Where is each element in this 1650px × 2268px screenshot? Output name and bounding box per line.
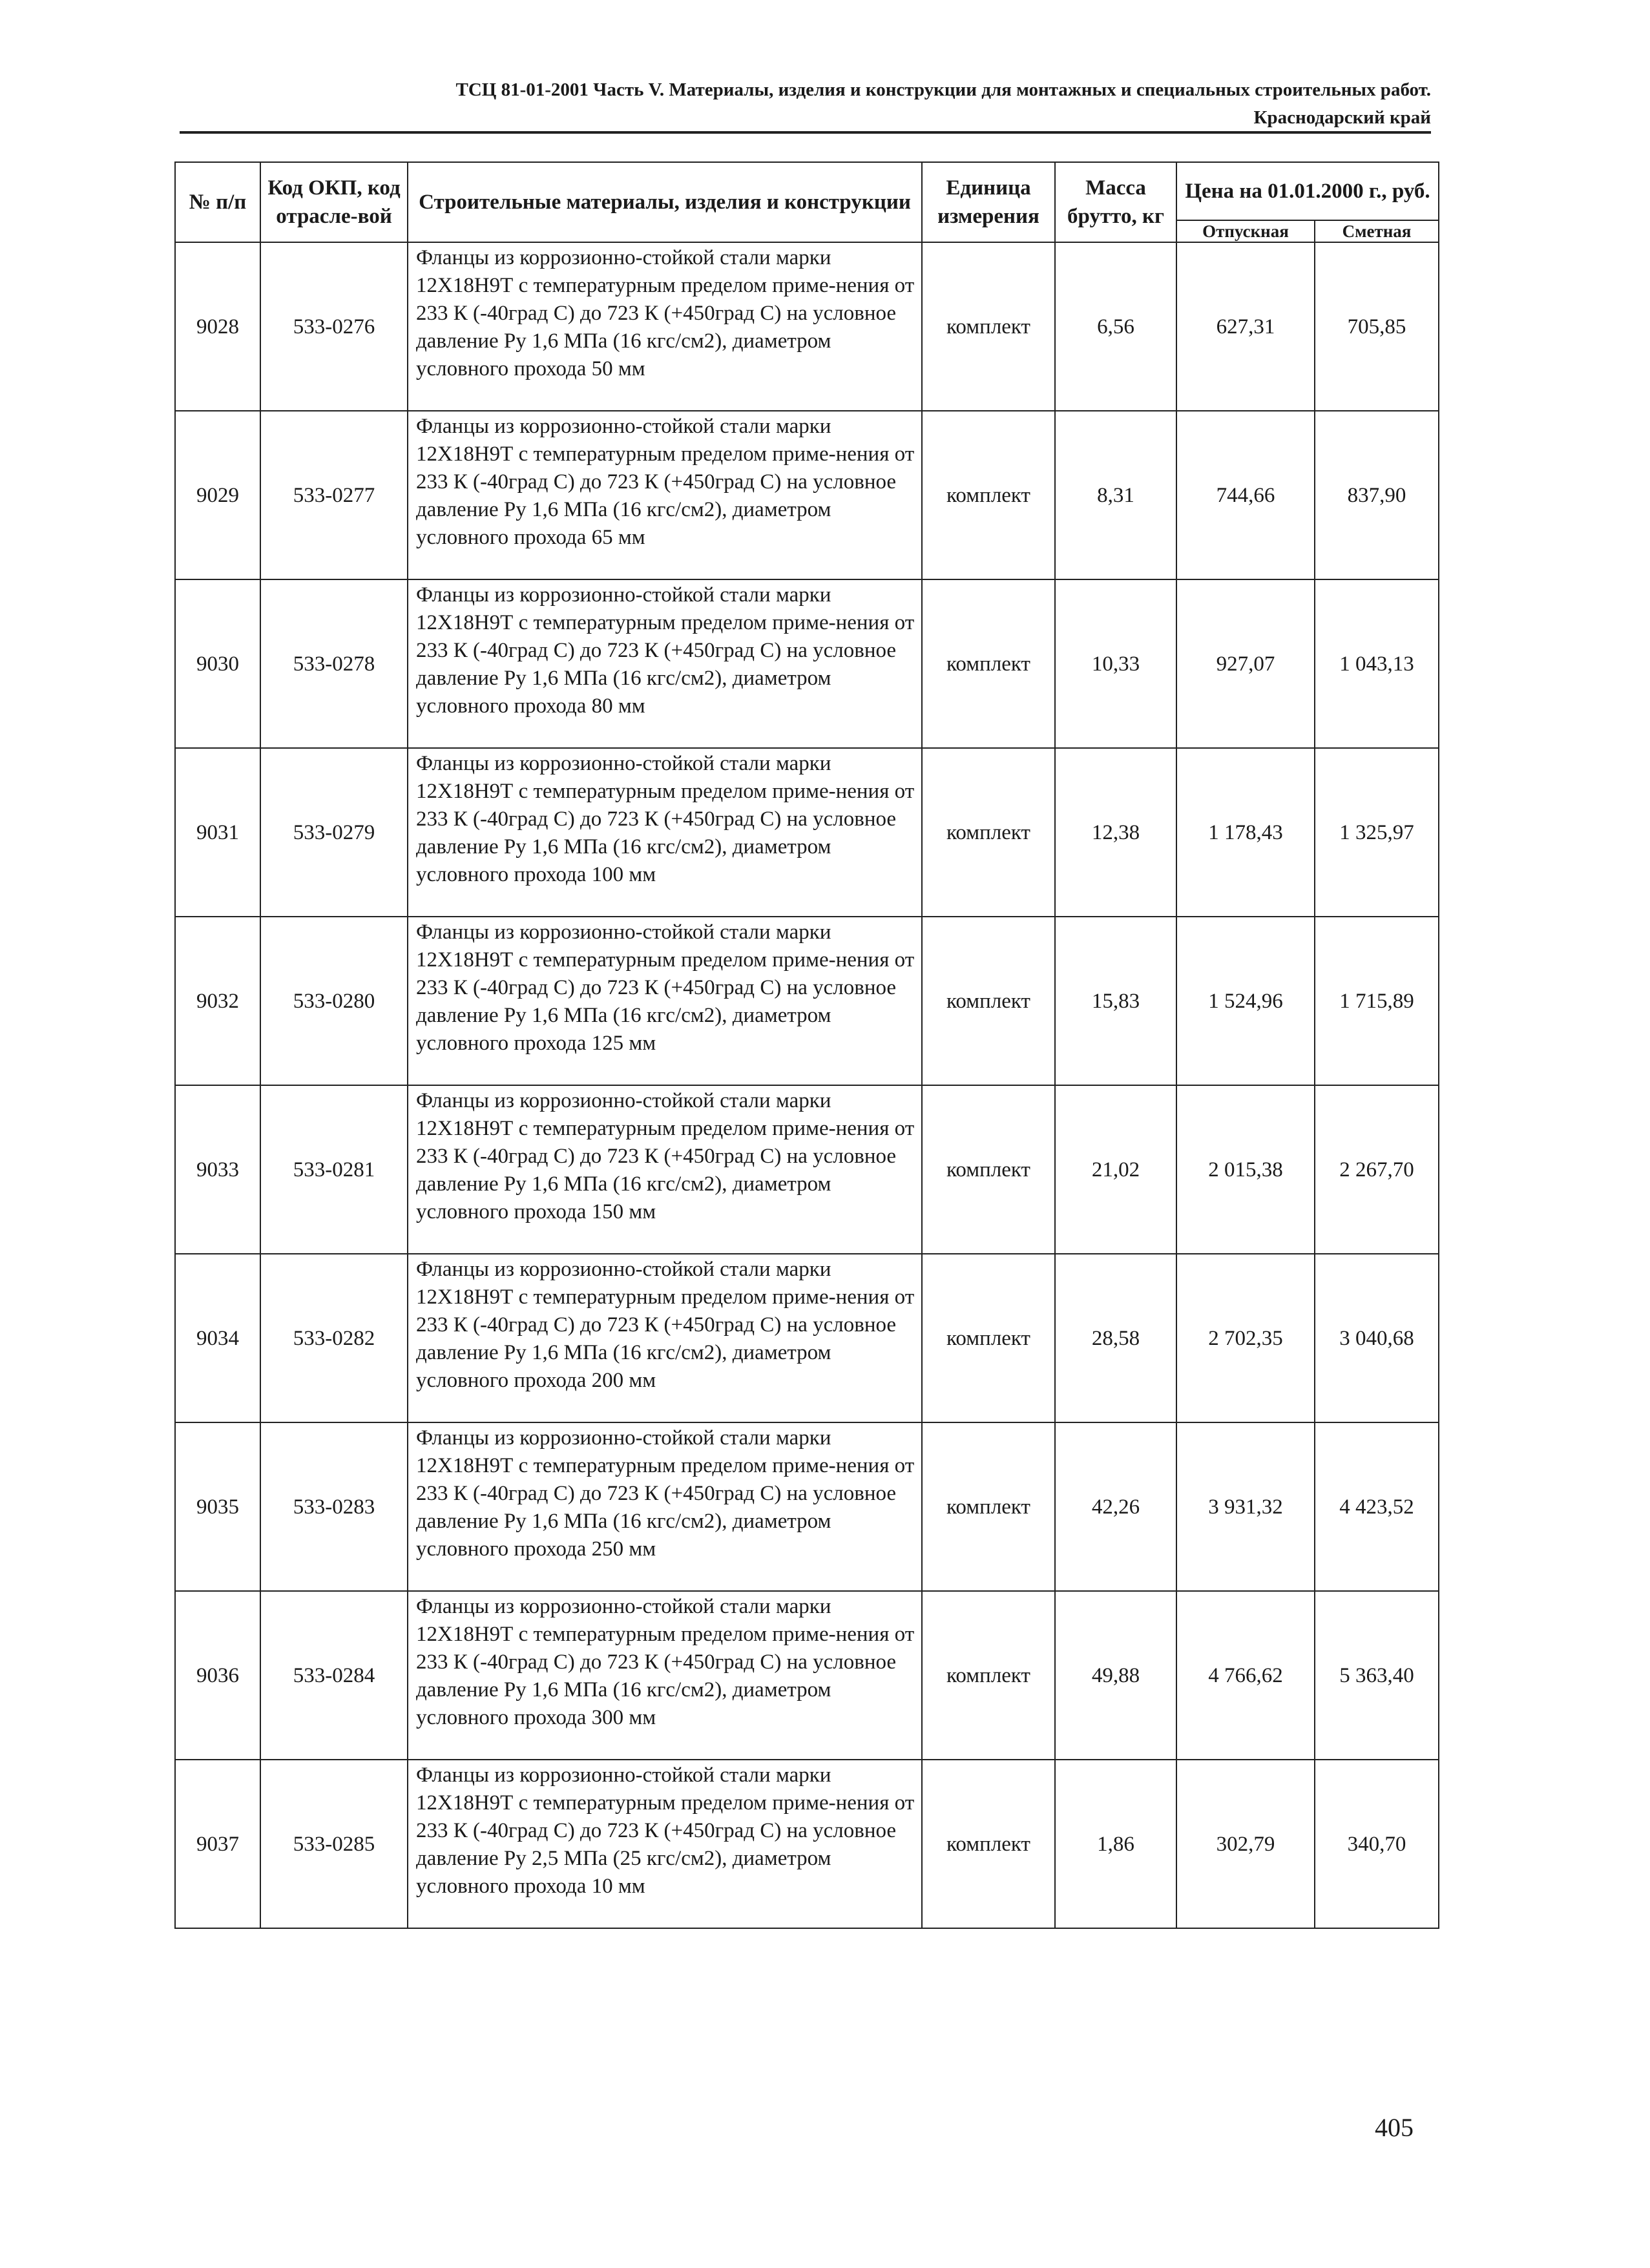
cell-mass: 49,88 — [1055, 1591, 1176, 1760]
table-row — [175, 1591, 1439, 1760]
cell-code: 533-0277 — [260, 411, 408, 579]
cell-num: 9032 — [175, 917, 260, 1085]
table-row — [175, 1422, 1439, 1591]
cell-code: 533-0281 — [260, 1085, 408, 1254]
page-header — [168, 76, 1431, 132]
cell-price-estimate: 5 363,40 — [1315, 1591, 1439, 1760]
materials-table — [174, 161, 1439, 1929]
cell-num: 9037 — [175, 1760, 260, 1928]
cell-code: 533-0276 — [260, 242, 408, 411]
table-body — [175, 242, 1439, 1928]
cell-num: 9028 — [175, 242, 260, 411]
header-rule — [180, 131, 1431, 134]
cell-num: 9031 — [175, 748, 260, 917]
cell-name: Фланцы из коррозионно-стойкой стали марки 12Х18Н9Т с температурным пределом приме-нения от 233 К (-40град С) до 723 К (+450град С) на условное давление Ру 1,6 МПа (16 кгс/см2), диаметром условного прохода 250 мм — [408, 1422, 922, 1591]
cell-mass: 6,56 — [1055, 242, 1176, 411]
table-row — [175, 579, 1439, 748]
cell-code: 533-0282 — [260, 1254, 408, 1422]
cell-price-release: 302,79 — [1176, 1760, 1315, 1928]
cell-num: 9029 — [175, 411, 260, 579]
cell-unit: комплект — [922, 1254, 1055, 1422]
cell-price-estimate: 4 423,52 — [1315, 1422, 1439, 1591]
cell-num: 9030 — [175, 579, 260, 748]
col-header-code: Код ОКП, код отрасле-вой — [260, 162, 408, 242]
cell-price-release: 3 931,32 — [1176, 1422, 1315, 1591]
cell-unit: комплект — [922, 748, 1055, 917]
cell-unit: комплект — [922, 411, 1055, 579]
col-header-price-estimate: Сметная — [1315, 220, 1439, 242]
cell-price-estimate: 1 325,97 — [1315, 748, 1439, 917]
table-header — [175, 162, 1439, 242]
cell-name: Фланцы из коррозионно-стойкой стали марки 12Х18Н9Т с температурным пределом приме-нения от 233 К (-40град С) до 723 К (+450град С) на условное давление Ру 1,6 МПа (16 кгс/см2), диаметром условного прохода 300 мм — [408, 1591, 922, 1760]
cell-price-release: 4 766,62 — [1176, 1591, 1315, 1760]
cell-mass: 8,31 — [1055, 411, 1176, 579]
cell-code: 533-0278 — [260, 579, 408, 748]
cell-price-release: 2 702,35 — [1176, 1254, 1315, 1422]
cell-price-release: 1 524,96 — [1176, 917, 1315, 1085]
cell-unit: комплект — [922, 1760, 1055, 1928]
cell-name: Фланцы из коррозионно-стойкой стали марки 12Х18Н9Т с температурным пределом приме-нения от 233 К (-40град С) до 723 К (+450град С) на условное давление Ру 1,6 МПа (16 кгс/см2), диаметром условного прохода 80 мм — [408, 579, 922, 748]
cell-name: Фланцы из коррозионно-стойкой стали марки 12Х18Н9Т с температурным пределом приме-нения от 233 К (-40град С) до 723 К (+450град С) на условное давление Ру 2,5 МПа (25 кгс/см2), диаметром условного прохода 10 мм — [408, 1760, 922, 1928]
header-title: ТСЦ 81-01-2001 Часть V. Материалы, изделия и конструкции для монтажных и специальных строительных работ. — [455, 79, 1431, 100]
cell-unit: комплект — [922, 1591, 1055, 1760]
cell-num: 9035 — [175, 1422, 260, 1591]
cell-code: 533-0283 — [260, 1422, 408, 1591]
cell-price-estimate: 2 267,70 — [1315, 1085, 1439, 1254]
table-row — [175, 1254, 1439, 1422]
cell-price-release: 1 178,43 — [1176, 748, 1315, 917]
cell-mass: 28,58 — [1055, 1254, 1176, 1422]
table-row — [175, 917, 1439, 1085]
cell-unit: комплект — [922, 579, 1055, 748]
cell-price-estimate: 1 043,13 — [1315, 579, 1439, 748]
table-row — [175, 1760, 1439, 1928]
col-header-unit: Единица измерения — [922, 162, 1055, 242]
cell-name: Фланцы из коррозионно-стойкой стали марки 12Х18Н9Т с температурным пределом приме-нения от 233 К (-40град С) до 723 К (+450град С) на условное давление Ру 1,6 МПа (16 кгс/см2), диаметром условного прохода 100 мм — [408, 748, 922, 917]
col-header-mass: Масса брутто, кг — [1055, 162, 1176, 242]
col-header-price: Цена на 01.01.2000 г., руб. — [1176, 162, 1439, 220]
cell-num: 9033 — [175, 1085, 260, 1254]
cell-unit: комплект — [922, 917, 1055, 1085]
table-row — [175, 1085, 1439, 1254]
col-header-name: Строительные материалы, изделия и конструкции — [408, 162, 922, 242]
page-number: 405 — [1375, 2113, 1414, 2142]
cell-price-release: 927,07 — [1176, 579, 1315, 748]
cell-unit: комплект — [922, 1422, 1055, 1591]
cell-name: Фланцы из коррозионно-стойкой стали марки 12Х18Н9Т с температурным пределом приме-нения от 233 К (-40град С) до 723 К (+450град С) на условное давление Ру 1,6 МПа (16 кгс/см2), диаметром условного прохода 65 мм — [408, 411, 922, 579]
cell-mass: 21,02 — [1055, 1085, 1176, 1254]
cell-num: 9034 — [175, 1254, 260, 1422]
cell-price-estimate: 705,85 — [1315, 242, 1439, 411]
cell-mass: 42,26 — [1055, 1422, 1176, 1591]
cell-price-estimate: 1 715,89 — [1315, 917, 1439, 1085]
cell-mass: 10,33 — [1055, 579, 1176, 748]
header-region: Краснодарский край — [1253, 107, 1431, 128]
cell-name: Фланцы из коррозионно-стойкой стали марки 12Х18Н9Т с температурным пределом приме-нения от 233 К (-40град С) до 723 К (+450град С) на условное давление Ру 1,6 МПа (16 кгс/см2), диаметром условного прохода 125 мм — [408, 917, 922, 1085]
cell-name: Фланцы из коррозионно-стойкой стали марки 12Х18Н9Т с температурным пределом приме-нения от 233 К (-40град С) до 723 К (+450град С) на условное давление Ру 1,6 МПа (16 кгс/см2), диаметром условного прохода 200 мм — [408, 1254, 922, 1422]
cell-mass: 1,86 — [1055, 1760, 1176, 1928]
cell-unit: комплект — [922, 242, 1055, 411]
table-row — [175, 242, 1439, 411]
cell-code: 533-0280 — [260, 917, 408, 1085]
cell-unit: комплект — [922, 1085, 1055, 1254]
cell-name: Фланцы из коррозионно-стойкой стали марки 12Х18Н9Т с температурным пределом приме-нения от 233 К (-40град С) до 723 К (+450град С) на условное давление Ру 1,6 МПа (16 кгс/см2), диаметром условного прохода 150 мм — [408, 1085, 922, 1254]
table-row — [175, 411, 1439, 579]
cell-price-release: 2 015,38 — [1176, 1085, 1315, 1254]
cell-code: 533-0279 — [260, 748, 408, 917]
cell-name: Фланцы из коррозионно-стойкой стали марки 12Х18Н9Т с температурным пределом приме-нения от 233 К (-40град С) до 723 К (+450град С) на условное давление Ру 1,6 МПа (16 кгс/см2), диаметром условного прохода 50 мм — [408, 242, 922, 411]
cell-price-estimate: 3 040,68 — [1315, 1254, 1439, 1422]
cell-code: 533-0285 — [260, 1760, 408, 1928]
table-row — [175, 748, 1439, 917]
cell-price-release: 627,31 — [1176, 242, 1315, 411]
col-header-num: № п/п — [175, 162, 260, 242]
cell-num: 9036 — [175, 1591, 260, 1760]
cell-price-estimate: 837,90 — [1315, 411, 1439, 579]
cell-mass: 12,38 — [1055, 748, 1176, 917]
cell-code: 533-0284 — [260, 1591, 408, 1760]
cell-price-release: 744,66 — [1176, 411, 1315, 579]
cell-price-estimate: 340,70 — [1315, 1760, 1439, 1928]
col-header-price-release: Отпускная — [1176, 220, 1315, 242]
cell-mass: 15,83 — [1055, 917, 1176, 1085]
